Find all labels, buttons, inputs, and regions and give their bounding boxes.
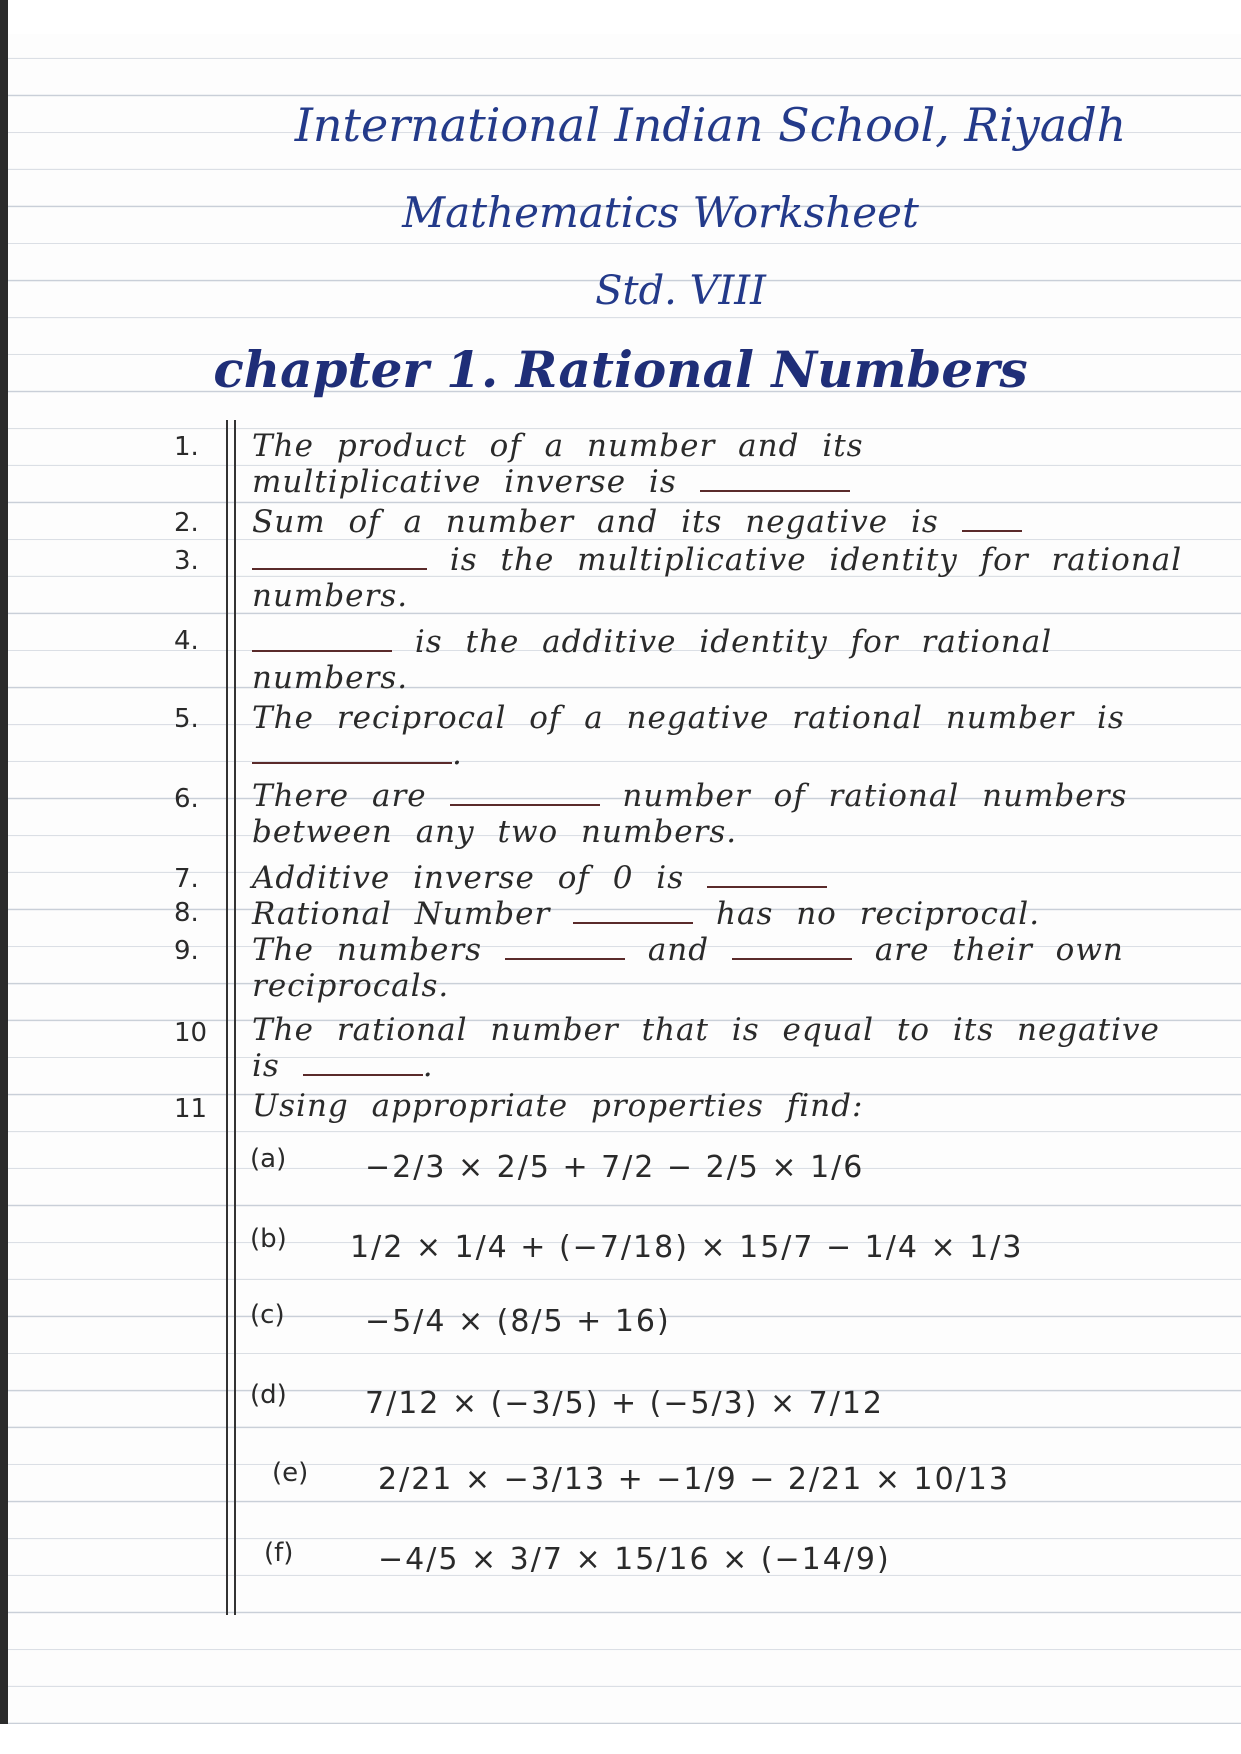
punctuation: . bbox=[422, 1048, 434, 1084]
question-number: 5. bbox=[174, 704, 199, 734]
answer-blank[interactable] bbox=[450, 780, 600, 806]
question-text bbox=[252, 778, 1192, 850]
scan-top-margin bbox=[0, 0, 1241, 34]
subpart-label: (a) bbox=[250, 1144, 287, 1174]
subpart-label: (c) bbox=[250, 1300, 285, 1330]
question-prompt: is the additive identity for rational numbers. bbox=[252, 624, 1053, 696]
question-prompt: is the multiplicative identity for rational numbers. bbox=[252, 542, 1183, 614]
answer-blank[interactable] bbox=[303, 1050, 423, 1076]
question-prompt: The rational number that is equal to its negative is bbox=[252, 1012, 1160, 1084]
question-conjunction: and bbox=[647, 932, 710, 968]
question-number: 10 bbox=[174, 1018, 208, 1048]
answer-blank[interactable] bbox=[707, 862, 827, 888]
scan-bottom-margin bbox=[0, 1724, 1241, 1754]
question-text bbox=[252, 428, 1072, 500]
question-number: 4. bbox=[174, 626, 199, 656]
question-prompt-rest: are their own reciprocals. bbox=[252, 932, 1124, 1004]
question-text bbox=[252, 860, 1192, 896]
question-prompt: There are bbox=[252, 778, 427, 814]
scan-left-edge bbox=[0, 0, 8, 1754]
subpart-expression: 2/21 × −3/13 + −1/9 − 2/21 × 10/13 bbox=[378, 1462, 1010, 1497]
question-number: 9. bbox=[174, 936, 199, 966]
subpart-expression: −5/4 × (8/5 + 16) bbox=[365, 1304, 671, 1339]
answer-blank[interactable] bbox=[732, 934, 852, 960]
question-text bbox=[252, 624, 1192, 696]
answer-blank[interactable] bbox=[252, 738, 452, 764]
subpart-expression: −2/3 × 2/5 + 7/2 − 2/5 × 1/6 bbox=[365, 1150, 865, 1185]
question-prompt: The product of a number and its multiplicative inverse is bbox=[252, 428, 864, 500]
question-number: 8. bbox=[174, 898, 199, 928]
subpart-expression: −4/5 × 3/7 × 15/16 × (−14/9) bbox=[378, 1542, 891, 1577]
answer-blank[interactable] bbox=[505, 934, 625, 960]
question-prompt: Additive inverse of 0 is bbox=[252, 860, 685, 896]
margin-rule-left bbox=[226, 420, 228, 1615]
answer-blank[interactable] bbox=[962, 506, 1022, 532]
question-text bbox=[252, 1088, 1192, 1124]
punctuation: . bbox=[452, 736, 463, 772]
school-title: International Indian School, Riyadh bbox=[294, 98, 1127, 152]
question-text bbox=[252, 896, 1192, 932]
question-prompt: Sum of a number and its negative is bbox=[252, 504, 939, 540]
answer-blank[interactable] bbox=[700, 466, 850, 492]
subpart-label: (d) bbox=[250, 1380, 287, 1410]
subpart-label: (e) bbox=[272, 1458, 309, 1488]
question-prompt: Using appropriate properties find: bbox=[252, 1088, 864, 1124]
question-prompt-rest: number of rational numbers between any two numbers. bbox=[252, 778, 1128, 850]
question-prompt: The numbers bbox=[252, 932, 483, 968]
question-text bbox=[252, 542, 1192, 614]
worksheet-title: Mathematics Worksheet bbox=[402, 188, 919, 237]
question-prompt-rest: has no reciprocal. bbox=[716, 896, 1041, 932]
subpart-expression: 1/2 × 1/4 + (−7/18) × 15/7 − 1/4 × 1/3 bbox=[350, 1230, 1024, 1265]
question-number: 2. bbox=[174, 508, 199, 538]
answer-blank[interactable] bbox=[573, 898, 693, 924]
question-number: 7. bbox=[174, 864, 199, 894]
question-text bbox=[252, 932, 1192, 1004]
answer-blank[interactable] bbox=[252, 626, 392, 652]
question-text bbox=[252, 504, 1192, 540]
question-number: 11 bbox=[174, 1094, 208, 1124]
question-number: 1. bbox=[174, 432, 199, 462]
standard-label: Std. VIII bbox=[595, 268, 766, 314]
question-number: 6. bbox=[174, 784, 199, 814]
question-prompt: Rational Number bbox=[252, 896, 551, 932]
margin-rule-right bbox=[234, 420, 236, 1615]
chapter-title: chapter 1. Rational Numbers bbox=[213, 340, 1028, 399]
question-number: 3. bbox=[174, 546, 199, 576]
subpart-expression: 7/12 × (−3/5) + (−5/3) × 7/12 bbox=[365, 1386, 885, 1421]
question-text bbox=[252, 1012, 1192, 1084]
subpart-label: (b) bbox=[250, 1224, 287, 1254]
subpart-label: (f) bbox=[264, 1538, 294, 1568]
question-text bbox=[252, 700, 1192, 772]
answer-blank[interactable] bbox=[252, 544, 427, 570]
question-prompt: The reciprocal of a negative rational number is bbox=[252, 700, 1125, 736]
